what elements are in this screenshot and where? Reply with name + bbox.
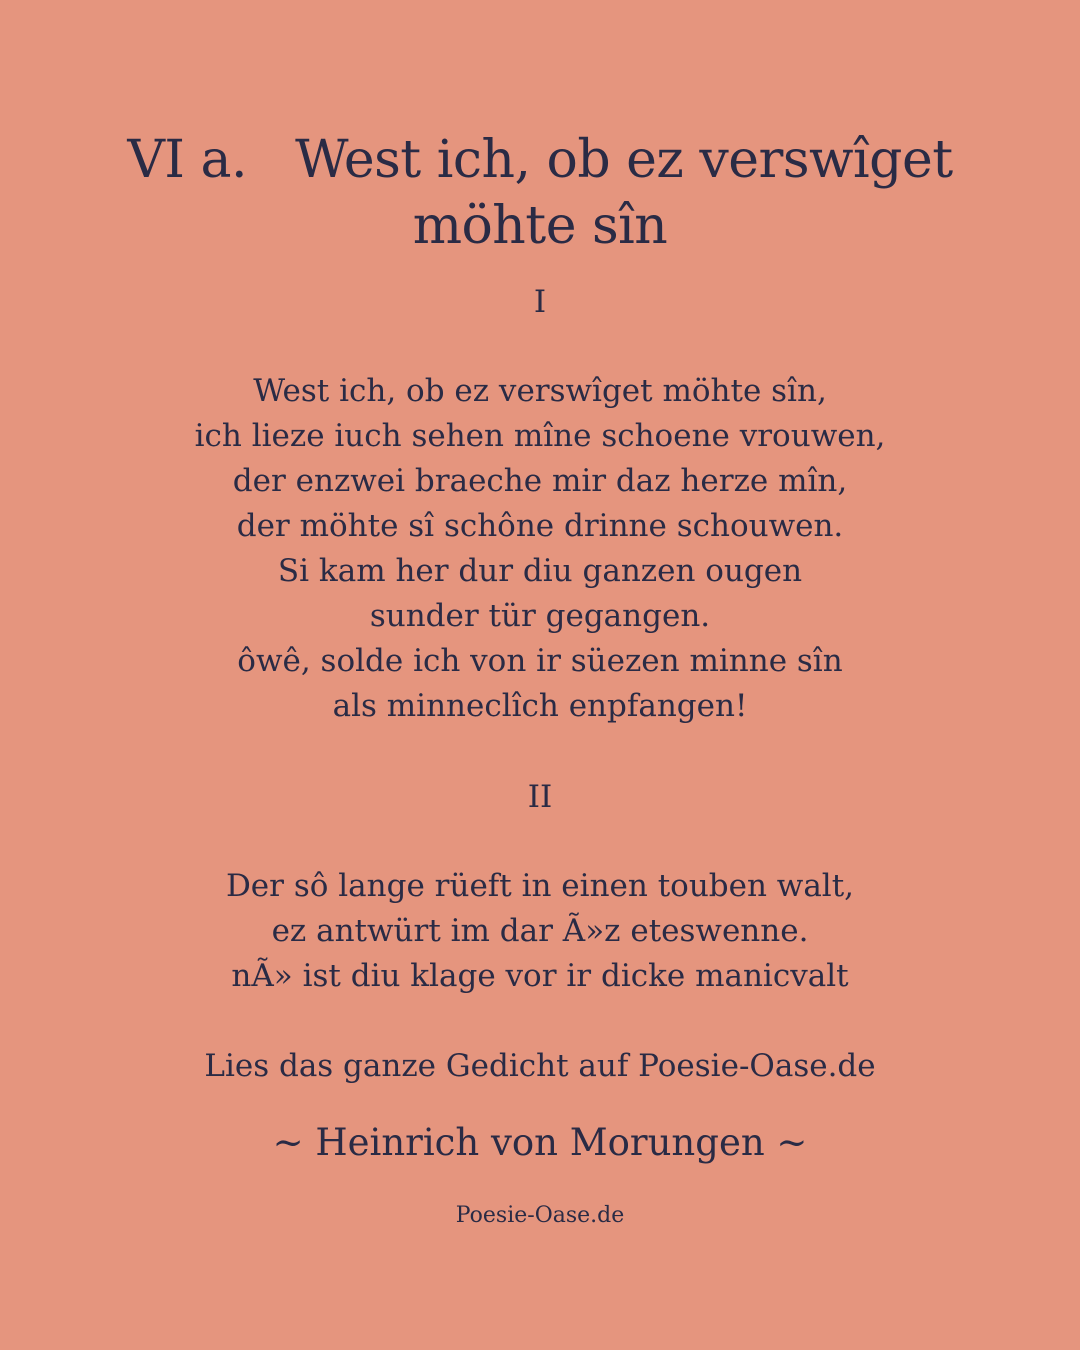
poem-line: ich lieze iuch sehen mîne schoene vrouwen, <box>194 418 886 454</box>
poem-title-line-2: möhte sîn <box>412 196 668 256</box>
poem-line: West ich, ob ez verswîget möhte sîn, <box>253 373 827 409</box>
poem-line: als minneclîch enpfangen! <box>332 688 748 724</box>
stanza-2 <box>0 864 1080 999</box>
poem-line: ez antwürt im dar Ã»z eteswenne. <box>271 913 809 949</box>
poem-line: Der sô lange rüeft in einen touben walt, <box>225 868 855 904</box>
author-name: ~ Heinrich von Morungen ~ <box>272 1121 808 1164</box>
stanza-1 <box>0 369 1080 729</box>
poem-title-line-1: VI a. West ich, ob ez verswîget <box>127 130 953 190</box>
poem-line: der möhte sî schône drinne schouwen. <box>236 508 844 544</box>
poem-line: ôwê, solde ich von ir süezen minne sîn <box>237 643 843 679</box>
read-full-poem-text: Lies das ganze Gedicht auf Poesie-Oase.de <box>204 1048 876 1084</box>
stanza-numeral-1: I <box>533 284 547 320</box>
poem-line: sunder tür gegangen. <box>369 598 711 634</box>
poem-line: der enzwei braeche mir daz herze mîn, <box>232 463 848 499</box>
poem-line: nÃ» ist diu klage vor ir dicke manicvalt <box>231 958 849 994</box>
stanza-numeral-2: II <box>527 779 553 815</box>
poem-line: Si kam her dur diu ganzen ougen <box>277 553 803 589</box>
site-brand: Poesie-Oase.de <box>455 1203 625 1228</box>
